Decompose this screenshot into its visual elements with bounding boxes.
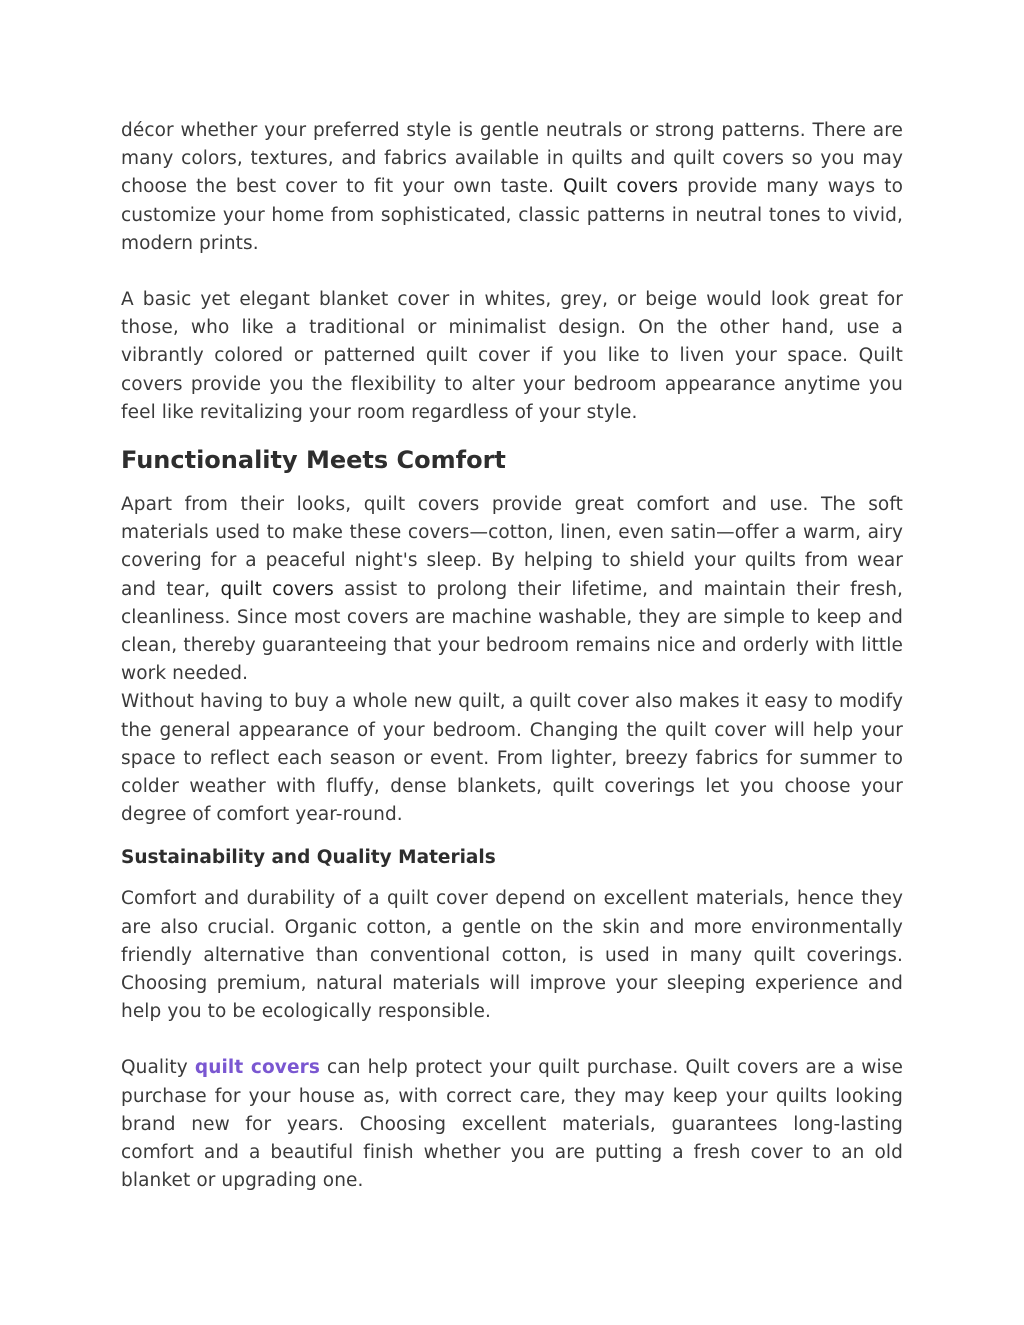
intro-paragraph-2: A basic yet elegant blanket cover in whites, grey, or beige would look great for those, who like a traditional or minimalist design. On the other hand, use a vibrantly colored or patterned quilt cover if you like to liven your space. Quilt covers provide you the flexibility to alter your bedroom appearance anytime you feel like revitalizing your room regardless of your style.	[121, 289, 903, 423]
paragraph-gap	[121, 258, 903, 286]
functionality-paragraph-1	[121, 491, 903, 688]
quilt-covers-link-1[interactable]: Quilt covers	[563, 176, 679, 198]
sustainability-paragraph-1: Comfort and durability of a quilt cover depend on excellent materials, hence they are also crucial. Organic cotton, a gentle on the skin and more environmentally friendly alternative than conventional cotton, is used in many quilt coverings. Choosing premium, natural materials will improve your sleeping experience and help you to be ecologically responsible.	[121, 888, 903, 1023]
quilt-covers-link-2[interactable]: quilt covers	[220, 578, 334, 600]
intro-paragraph-1-text-b: provide many ways to customize your home from sophisticated, classic patterns in neutral tones to vivid, modern prints.	[121, 176, 903, 254]
document-page	[121, 117, 903, 1196]
section-heading-functionality: Functionality Meets Comfort	[121, 446, 506, 475]
functionality-paragraph-1-text-a: Apart from their looks, quilt covers provide great comfort and use. The soft materials used to make these covers—cotton, linen, even satin—offer a warm, airy covering for a peaceful night's sleep. By helping to shield your quilts from wear and tear,	[121, 494, 903, 600]
functionality-paragraph-1-text-b: assist to prolong their lifetime, and maintain their fresh, cleanliness. Since most covers are machine washable, they are simple to keep and clean, thereby guaranteeing that your bedroom remains nice and orderly with little work needed.	[121, 578, 904, 685]
quilt-covers-link-3[interactable]: quilt covers	[194, 1057, 320, 1079]
sustainability-paragraph-2-text-a: Quality	[121, 1057, 195, 1079]
sustainability-paragraph-2	[121, 1054, 903, 1195]
functionality-paragraph-2: Without having to buy a whole new quilt, a quilt cover also makes it easy to modify the general appearance of your bedroom. Changing the quilt cover will help your space to reflect each season or event. From lighter, breezy fabrics for summer to colder weather with fluffy, dense blankets, quilt coverings let you choose your degree of comfort year-round.	[121, 691, 903, 826]
intro-paragraph-1-text-a: décor whether your preferred style is gentle neutrals or strong patterns. There are many colors, textures, and fabrics available in quilts and quilt covers so you may choose the best cover to fit your own taste.	[121, 120, 903, 198]
paragraph-gap	[121, 1026, 903, 1054]
section-heading-sustainability: Sustainability and Quality Materials	[121, 847, 496, 869]
sustainability-paragraph-2-text-b: can help protect your quilt purchase. Quilt covers are a wise purchase for your house as, with correct care, they may keep your quilts looking brand new for years. Choosing excellent materials, guarantees long-lasting comfort and a beautiful finish whether you are putting a fresh cover to an old blanket or upgrading one.	[121, 1057, 903, 1192]
intro-paragraph-1	[121, 117, 903, 258]
